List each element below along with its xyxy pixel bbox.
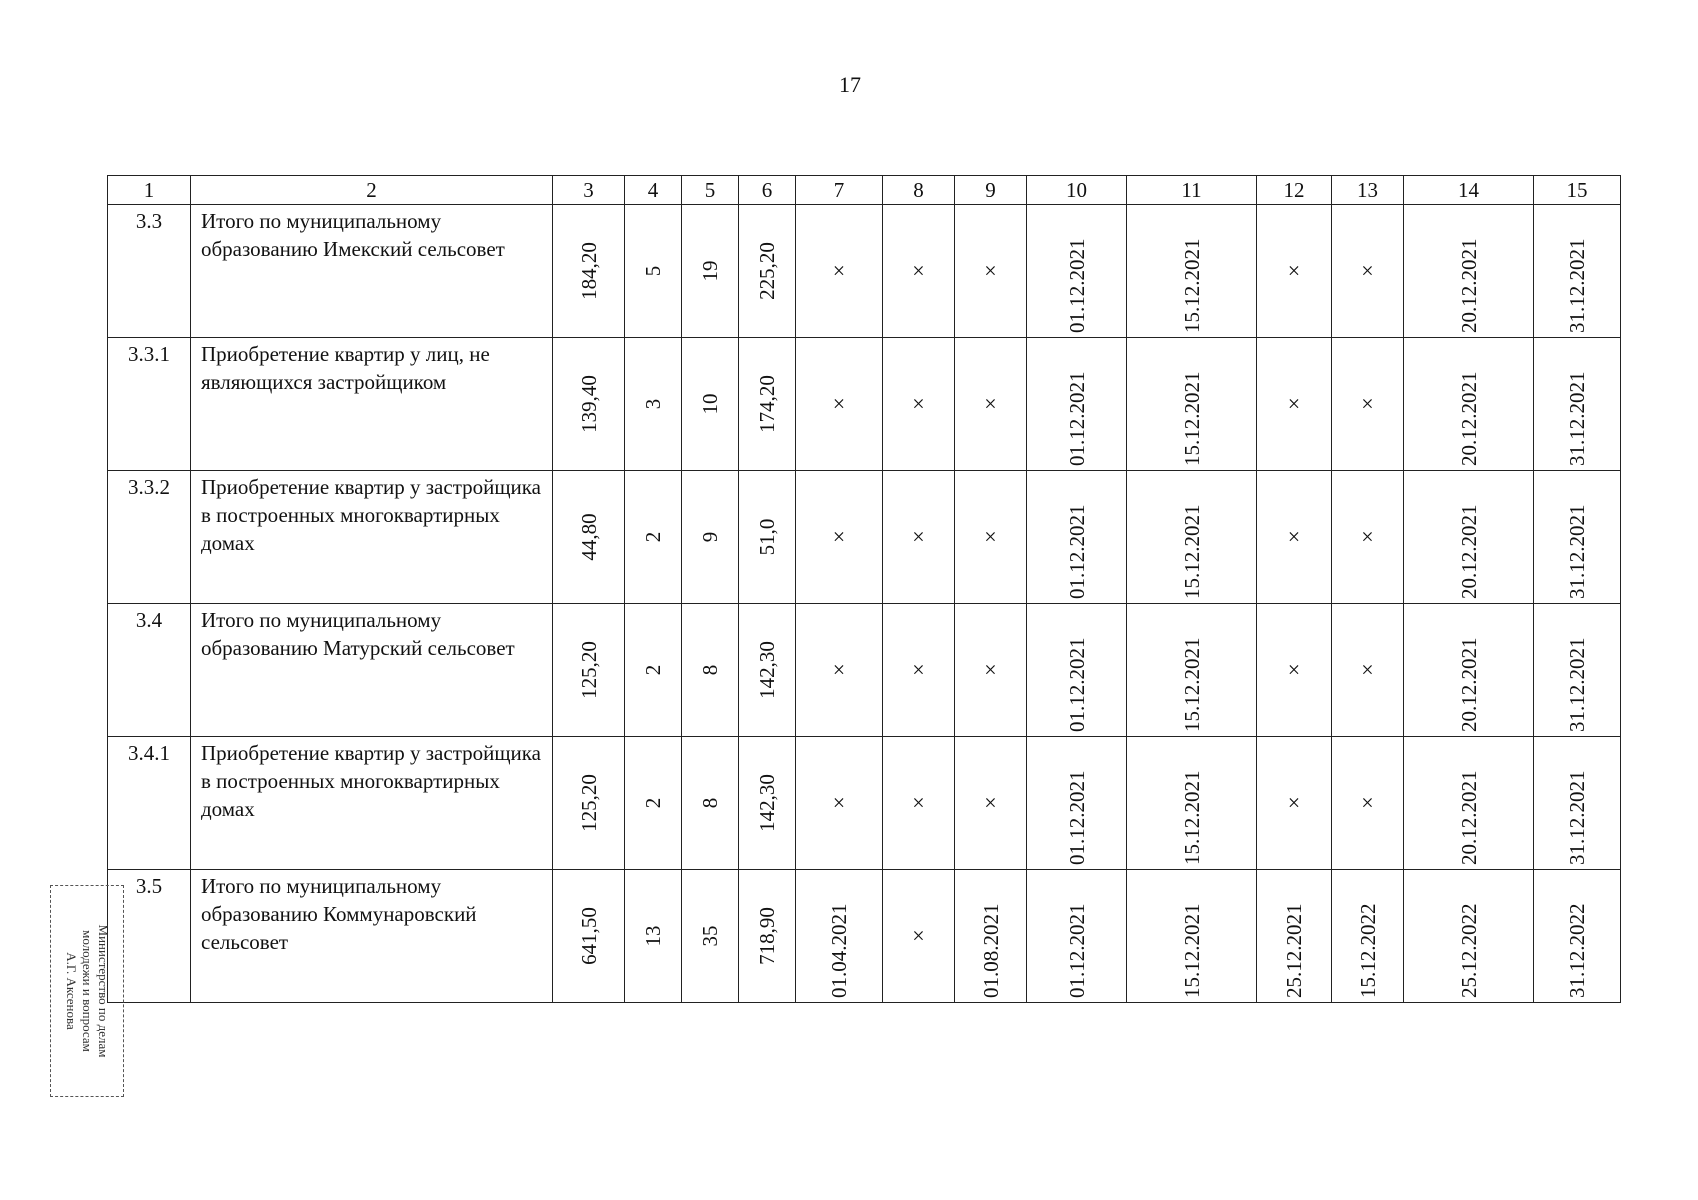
cell-value: 125,20	[576, 641, 601, 699]
cell-c11	[1127, 338, 1257, 471]
cell-value: 2	[641, 664, 665, 676]
cell-c14	[1404, 604, 1534, 737]
cell-value: 8	[698, 797, 722, 809]
cell-date: 25.12.2022	[1456, 903, 1481, 998]
cell-c12	[1257, 338, 1332, 471]
header-cell: 2	[191, 176, 553, 205]
cell-c13	[1332, 870, 1404, 1003]
cross-mark: ×	[1361, 790, 1374, 815]
row-name: Приобретение квартир у застройщика в построенных многоквартирных домах	[191, 737, 553, 870]
cross-mark: ×	[1287, 391, 1301, 416]
row-number: 3.4.1	[108, 737, 191, 870]
cell-value: 142,30	[755, 774, 779, 832]
cell-value: 174,20	[755, 375, 779, 433]
cell-value: 5	[641, 265, 665, 277]
table-row	[108, 205, 1621, 338]
cell-c9	[955, 870, 1027, 1003]
cell-date: 31.12.2021	[1565, 770, 1589, 865]
cross-mark: ×	[984, 524, 997, 549]
cell-c4	[625, 737, 682, 870]
cell-value: 142,30	[755, 641, 779, 699]
header-cell: 5	[682, 176, 739, 205]
cell-c8	[883, 870, 955, 1003]
cell-c13	[1332, 737, 1404, 870]
cell-c3	[553, 870, 625, 1003]
cross-mark: ×	[984, 258, 997, 283]
cross-mark: ×	[984, 391, 997, 416]
cell-date: 20.12.2021	[1456, 770, 1481, 865]
approval-stamp	[50, 885, 124, 1097]
table-row	[108, 737, 1621, 870]
schedule-table	[107, 175, 1621, 1003]
header-cell: 9	[955, 176, 1027, 205]
cell-c13	[1332, 471, 1404, 604]
cell-value: 19	[698, 260, 722, 282]
cross-mark: ×	[984, 657, 997, 682]
cell-date: 20.12.2021	[1456, 238, 1481, 333]
cross-mark: ×	[912, 657, 925, 682]
cell-date: 15.12.2021	[1179, 637, 1204, 732]
cell-value: 51,0	[755, 518, 779, 556]
cell-date: 15.12.2022	[1355, 903, 1380, 998]
cell-date: 01.12.2021	[1064, 637, 1089, 732]
header-cell: 3	[553, 176, 625, 205]
cell-c13	[1332, 604, 1404, 737]
header-cell: 11	[1127, 176, 1257, 205]
cell-c10	[1027, 870, 1127, 1003]
table-row	[108, 471, 1621, 604]
cell-c6	[739, 737, 796, 870]
stamp-line: Министерство по делам	[96, 924, 111, 1058]
cell-c6	[739, 338, 796, 471]
cell-date: 20.12.2021	[1456, 504, 1481, 599]
cell-c14	[1404, 870, 1534, 1003]
cell-c5	[682, 604, 739, 737]
header-cell: 14	[1404, 176, 1534, 205]
cell-date: 01.12.2021	[1064, 770, 1089, 865]
cell-date: 20.12.2021	[1456, 637, 1481, 732]
table-row	[108, 604, 1621, 737]
cell-c4	[625, 471, 682, 604]
row-name: Приобретение квартир у лиц, не являющихся застройщиком	[191, 338, 553, 471]
header-cell: 15	[1534, 176, 1621, 205]
cell-c7	[796, 205, 883, 338]
cell-c8	[883, 471, 955, 604]
cell-c8	[883, 604, 955, 737]
cell-c14	[1404, 338, 1534, 471]
cell-value: 35	[698, 925, 722, 947]
cell-c10	[1027, 737, 1127, 870]
cell-date: 01.12.2021	[1064, 504, 1089, 599]
cell-c11	[1127, 737, 1257, 870]
cell-value: 8	[698, 664, 722, 676]
page-number: 17	[839, 72, 861, 97]
cell-c3	[553, 205, 625, 338]
cross-mark: ×	[1287, 258, 1301, 283]
cross-mark: ×	[1287, 657, 1301, 682]
row-name: Итого по муниципальному образованию Коммунаровский сельсовет	[191, 870, 553, 1003]
row-name: Итого по муниципальному образованию Матурский сельсовет	[191, 604, 553, 737]
cell-c11	[1127, 604, 1257, 737]
cross-mark: ×	[1361, 657, 1374, 682]
cross-mark: ×	[1361, 524, 1374, 549]
cell-c8	[883, 338, 955, 471]
cell-value: 2	[641, 531, 665, 543]
cell-c12	[1257, 471, 1332, 604]
cell-c7	[796, 338, 883, 471]
row-number: 3.3.2	[108, 471, 191, 604]
cell-c15	[1534, 604, 1621, 737]
cross-mark: ×	[1287, 790, 1301, 815]
cross-mark: ×	[832, 524, 846, 549]
cell-c12	[1257, 205, 1332, 338]
row-name: Итого по муниципальному образованию Имекский сельсовет	[191, 205, 553, 338]
cell-c9	[955, 205, 1027, 338]
cross-mark: ×	[912, 790, 925, 815]
header-cell: 13	[1332, 176, 1404, 205]
header-cell: 12	[1257, 176, 1332, 205]
cell-date: 31.12.2021	[1565, 238, 1589, 333]
cell-value: 9	[698, 531, 722, 543]
cell-c15	[1534, 737, 1621, 870]
cross-mark: ×	[912, 391, 925, 416]
cell-date: 15.12.2021	[1179, 770, 1204, 865]
cell-c10	[1027, 338, 1127, 471]
cell-c12	[1257, 737, 1332, 870]
cell-date: 31.12.2021	[1565, 637, 1589, 732]
cell-value: 641,50	[576, 907, 601, 965]
cell-c9	[955, 338, 1027, 471]
cell-c5	[682, 870, 739, 1003]
cell-c5	[682, 205, 739, 338]
cross-mark: ×	[832, 391, 846, 416]
cell-value: 44,80	[576, 513, 601, 561]
cell-c10	[1027, 205, 1127, 338]
cell-c3	[553, 604, 625, 737]
cell-value: 3	[641, 398, 665, 410]
cell-value: 139,40	[576, 375, 601, 433]
cell-date: 15.12.2021	[1179, 504, 1204, 599]
cross-mark: ×	[1361, 391, 1374, 416]
header-cell: 8	[883, 176, 955, 205]
cell-c7	[796, 471, 883, 604]
cell-c9	[955, 737, 1027, 870]
cross-mark: ×	[832, 258, 846, 283]
cell-c4	[625, 870, 682, 1003]
row-number: 3.3	[108, 205, 191, 338]
cell-c11	[1127, 205, 1257, 338]
cell-date: 01.12.2021	[1064, 238, 1089, 333]
cell-c6	[739, 870, 796, 1003]
row-name: Приобретение квартир у застройщика в построенных многоквартирных домах	[191, 471, 553, 604]
cell-c8	[883, 205, 955, 338]
stamp-line: молодежи и вопросам	[80, 930, 95, 1052]
cell-c3	[553, 338, 625, 471]
cell-value: 225,20	[755, 242, 779, 300]
row-number: 3.5	[108, 870, 191, 1003]
header-cell: 6	[739, 176, 796, 205]
cell-c6	[739, 205, 796, 338]
stamp-line: А.Г. Аксенова	[64, 952, 79, 1030]
cell-c4	[625, 338, 682, 471]
cell-c3	[553, 471, 625, 604]
cell-date: 01.12.2021	[1064, 371, 1089, 466]
cross-mark: ×	[912, 258, 925, 283]
cell-c15	[1534, 338, 1621, 471]
cross-mark: ×	[984, 790, 997, 815]
cross-mark: ×	[832, 657, 846, 682]
header-cell: 4	[625, 176, 682, 205]
cell-c14	[1404, 737, 1534, 870]
cell-c5	[682, 471, 739, 604]
cell-date: 01.08.2021	[978, 903, 1003, 998]
cell-c6	[739, 604, 796, 737]
cell-value: 13	[641, 925, 665, 947]
cell-value: 10	[698, 393, 722, 415]
row-number: 3.3.1	[108, 338, 191, 471]
cross-mark: ×	[1287, 524, 1301, 549]
cell-value: 718,90	[755, 907, 779, 965]
cell-c15	[1534, 471, 1621, 604]
cell-c7	[796, 870, 883, 1003]
cell-c12	[1257, 604, 1332, 737]
cell-c11	[1127, 870, 1257, 1003]
cell-c5	[682, 338, 739, 471]
cell-date: 25.12.2021	[1282, 903, 1306, 998]
cell-c9	[955, 604, 1027, 737]
cell-c3	[553, 737, 625, 870]
row-number: 3.4	[108, 604, 191, 737]
cell-date: 31.12.2021	[1565, 504, 1589, 599]
stamp-text	[63, 925, 111, 1058]
cell-date: 01.12.2021	[1064, 903, 1089, 998]
header-cell: 1	[108, 176, 191, 205]
cross-mark: ×	[912, 923, 925, 948]
cell-c10	[1027, 604, 1127, 737]
cell-c9	[955, 471, 1027, 604]
cell-date: 01.04.2021	[827, 903, 851, 998]
header-cell: 7	[796, 176, 883, 205]
cell-c4	[625, 205, 682, 338]
cell-date: 15.12.2021	[1179, 903, 1204, 998]
cell-c6	[739, 471, 796, 604]
cell-c4	[625, 604, 682, 737]
cell-value: 184,20	[576, 242, 601, 300]
cell-date: 15.12.2021	[1179, 238, 1204, 333]
cell-c13	[1332, 338, 1404, 471]
cell-c5	[682, 737, 739, 870]
cell-date: 15.12.2021	[1179, 371, 1204, 466]
table-row	[108, 870, 1621, 1003]
cell-c11	[1127, 471, 1257, 604]
cell-c7	[796, 604, 883, 737]
cell-c15	[1534, 205, 1621, 338]
cell-c14	[1404, 205, 1534, 338]
cell-c12	[1257, 870, 1332, 1003]
cell-date: 31.12.2021	[1565, 371, 1589, 466]
cell-c15	[1534, 870, 1621, 1003]
cell-c10	[1027, 471, 1127, 604]
cell-c13	[1332, 205, 1404, 338]
cross-mark: ×	[832, 790, 846, 815]
cell-value: 2	[641, 797, 665, 809]
cell-c14	[1404, 471, 1534, 604]
cross-mark: ×	[1361, 258, 1374, 283]
header-cell: 10	[1027, 176, 1127, 205]
cell-value: 125,20	[576, 774, 601, 832]
cell-date: 20.12.2021	[1456, 371, 1481, 466]
cell-c8	[883, 737, 955, 870]
header-row	[108, 176, 1621, 205]
cell-c7	[796, 737, 883, 870]
table-row	[108, 338, 1621, 471]
cell-date: 31.12.2022	[1565, 903, 1589, 998]
cross-mark: ×	[912, 524, 925, 549]
